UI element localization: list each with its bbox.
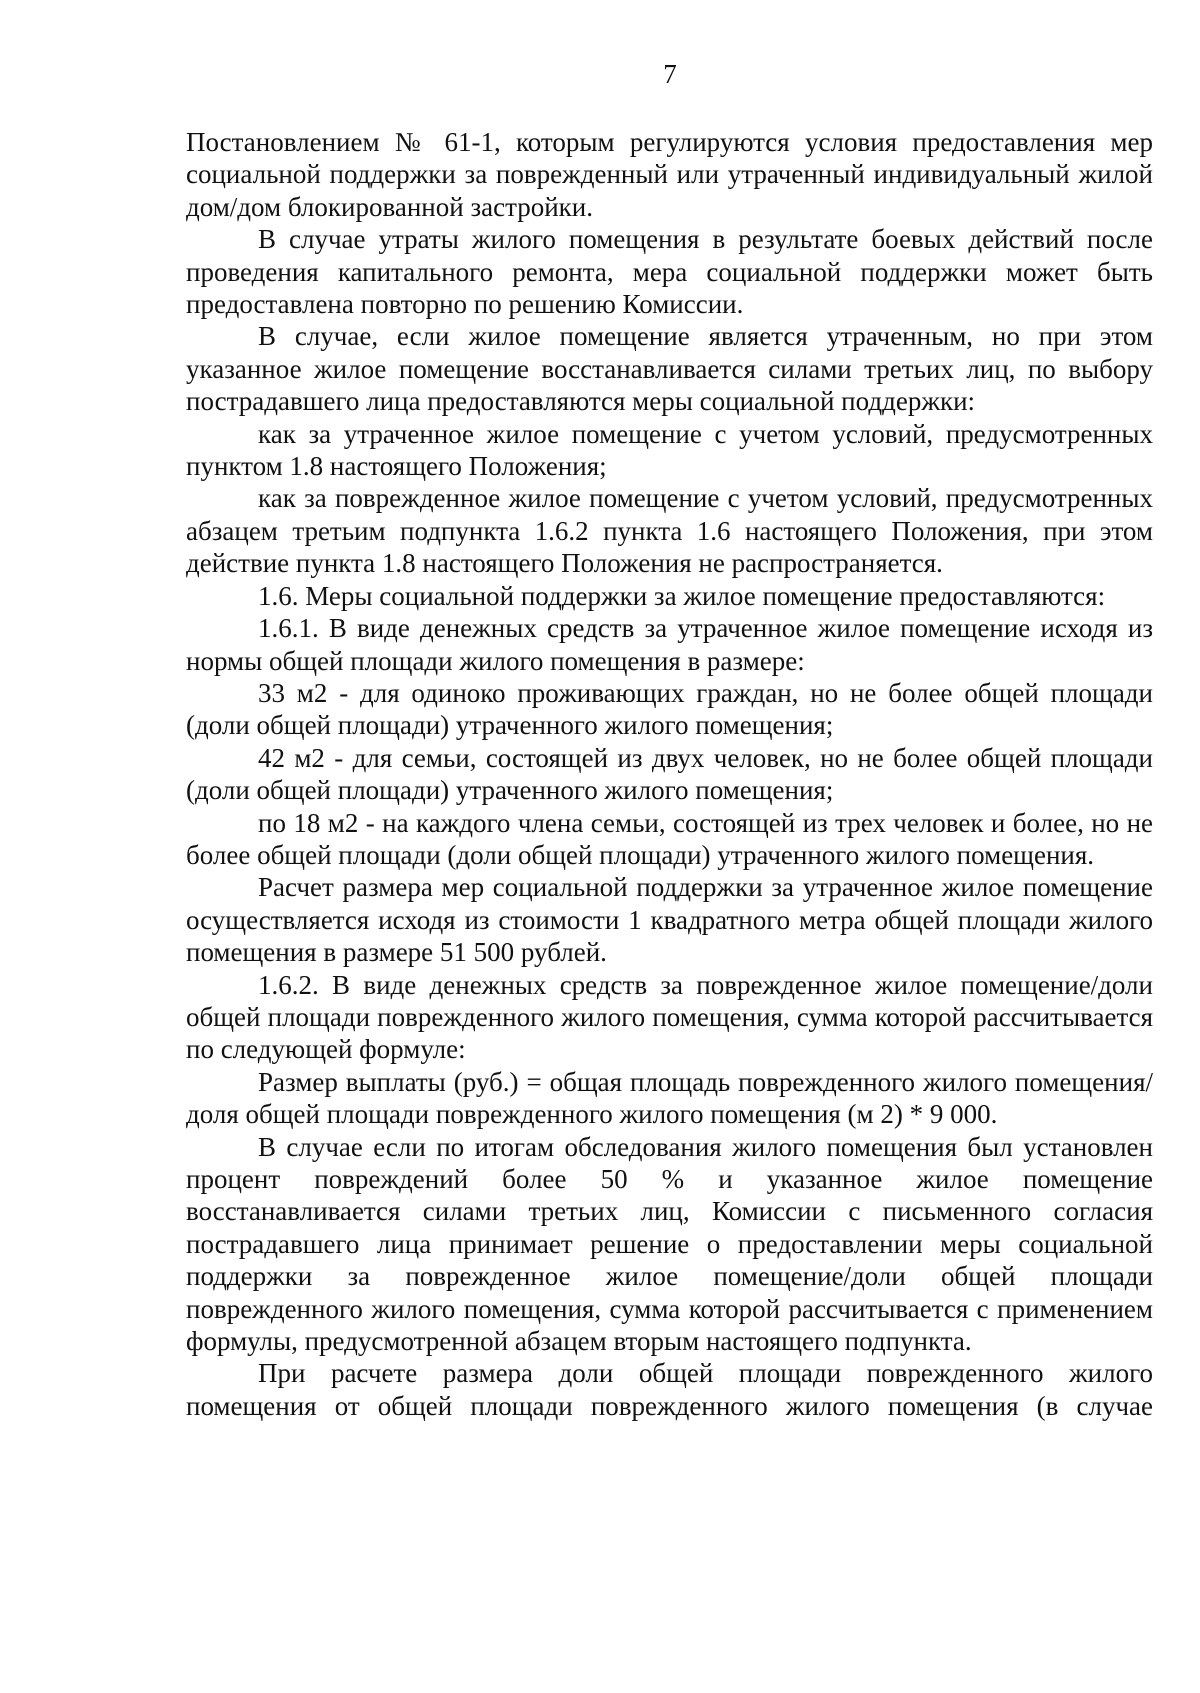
paragraph: как за утраченное жилое помещение с учетом условий, предусмотренных пунктом 1.8 настоящего Положения; — [186, 418, 1153, 482]
paragraph: В случае утраты жилого помещения в результате боевых действий после проведения капитального ремонта, мера социальной поддержки может быть предоставлена повторно по решению Комиссии. — [186, 224, 1153, 320]
page-number: 7 — [663, 59, 677, 89]
paragraph: по 18 м2 - на каждого члена семьи, состоящей из трех человек и более, но не более общей площади (доли общей площади) утраченного жилого помещения. — [186, 807, 1153, 870]
paragraph: 1.6.1. В виде денежных средств за утраченное жилое помещение исходя из нормы общей площади жилого помещения в размере: — [186, 613, 1153, 676]
paragraph: 42 м2 - для семьи, состоящей из двух человек, но не более общей площади (доли общей площади) утраченного жилого помещения; — [186, 742, 1153, 806]
paragraph: В случае если по итогам обследования жилого помещения был установлен процент повреждений более 50 % и указанное жилое помещение восстанавливается силами третьих лиц, Комиссии с письменного согласия пострадавшего лица принимает решение о предоставлении меры социальной поддержки за поврежденное жилое помещение/доли общей площади поврежденного жилого помещения, сумма которой рассчитывается с применением формулы, предусмотренной абзацем вторым настоящего подпункта. — [186, 1131, 1153, 1357]
paragraph: Размер выплаты (руб.) = общая площадь поврежденного жилого помещения/доля общей площади поврежденного жилого помещения (м 2) * 9 000. — [186, 1066, 1153, 1130]
paragraph: При расчете размера доли общей площади поврежденного жилого помещения от общей площади поврежденного жилого помещения (в случае — [186, 1358, 1153, 1421]
paragraph: 33 м2 - для одиноко проживающих граждан, но не более общей площади (доли общей площади) утраченного жилого помещения; — [186, 677, 1153, 741]
paragraph: как за поврежденное жилое помещение с учетом условий, предусмотренных абзацем третьим подпункта 1.6.2 пункта 1.6 настоящего Положения, при этом действие пункта 1.8 настоящего Положения не распространяется. — [186, 483, 1153, 579]
paragraph: 1.6. Меры социальной поддержки за жилое помещение предоставляются: — [258, 580, 1106, 611]
document-body — [186, 126, 1153, 1422]
paragraph: 1.6.2. В виде денежных средств за поврежденное жилое помещение/доли общей площади поврежденного жилого помещения, сумма которой рассчитывается по следующей формуле: — [186, 969, 1153, 1065]
paragraph: Постановлением № 61-1, которым регулируются условия предоставления мер социальной поддержки за поврежденный или утраченный индивидуальный жилой дом/дом блокированной застройки. — [186, 127, 1153, 222]
paragraph: Расчет размера мер социальной поддержки за утраченное жилое помещение осуществляется исходя из стоимости 1 квадратного метра общей площади жилого помещения в размере 51 500 рублей. — [186, 872, 1153, 968]
paragraph: В случае, если жилое помещение является утраченным, но при этом указанное жилое помещение восстанавливается силами третьих лиц, по выбору пострадавшего лица предоставляются меры социальной поддержки: — [186, 321, 1153, 417]
